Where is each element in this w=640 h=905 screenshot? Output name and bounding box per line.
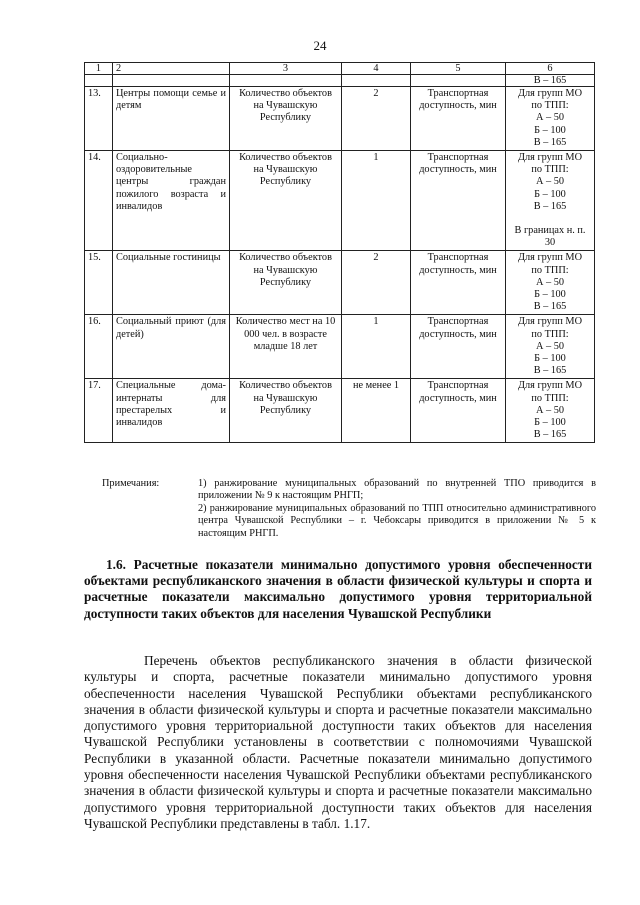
group-value-line: Б – 100 — [534, 353, 566, 365]
group-value-line: В – 165 — [533, 429, 567, 441]
indicator-value: 2 — [342, 87, 411, 151]
header-col-3: 3 — [230, 63, 342, 75]
group-values — [506, 251, 595, 315]
header-col-2: 2 — [113, 63, 230, 75]
group-value-line: А – 50 — [535, 112, 565, 124]
row-number: 15. — [85, 251, 113, 315]
table-notes — [102, 478, 596, 540]
header-col-5: 5 — [411, 63, 506, 75]
group-value-line: по ТПП: — [531, 264, 569, 276]
object-name: Социально-оздоровительные центры граждан пожилого возраста и инвалидов — [113, 151, 230, 251]
group-value-line: по ТПП: — [531, 164, 569, 176]
access-unit: Транспортная доступность, мин — [411, 315, 506, 379]
table-row — [85, 251, 595, 315]
access-unit: Транспортная доступность, мин — [411, 251, 506, 315]
table-row — [85, 379, 595, 443]
table-continuation-row — [85, 75, 595, 87]
group-value-line: Для групп МО — [517, 252, 583, 264]
indicator-value: 1 — [342, 315, 411, 379]
group-value-line: А – 50 — [535, 276, 565, 288]
group-value-line: В – 165 — [533, 365, 567, 377]
group-value-line: Б – 100 — [534, 188, 566, 200]
table-header-row — [85, 63, 595, 75]
row-number: 16. — [85, 315, 113, 379]
note-item-1: 1) ранжирование муниципальных образований по внутренней ТПО приводится в приложении № 9 к настоящим РНГП; — [198, 478, 596, 502]
group-value-line: Б – 100 — [534, 417, 566, 429]
access-unit: Транспортная доступность, мин — [411, 87, 506, 151]
group-value-line: В – 165 — [533, 136, 567, 148]
group-value-line: А – 50 — [535, 340, 565, 352]
header-col-6: 6 — [506, 63, 595, 75]
table-row — [85, 87, 595, 151]
continuation-cell — [411, 75, 506, 87]
continuation-cell — [113, 75, 230, 87]
table-row — [85, 315, 595, 379]
group-value-line: В – 165 — [533, 301, 567, 313]
objects-table — [84, 62, 595, 443]
group-value-line: Для групп МО — [517, 316, 583, 328]
group-value-line: Для групп МО — [517, 380, 583, 392]
group-value-line: Б – 100 — [534, 124, 566, 136]
group-values — [506, 379, 595, 443]
indicator: Количество мест на 10 000 чел. в возрасте младше 18 лет — [230, 315, 342, 379]
row-number: 14. — [85, 151, 113, 251]
access-unit: Транспортная доступность, мин — [411, 379, 506, 443]
group-value-line: В – 165 — [533, 200, 567, 212]
table-row — [85, 151, 595, 251]
page-number: 24 — [313, 38, 327, 53]
group-value-line: Б – 100 — [534, 289, 566, 301]
indicator: Количество объектов на Чувашскую Республику — [230, 379, 342, 443]
access-unit: Транспортная доступность, мин — [411, 151, 506, 251]
group-value-line: по ТПП: — [531, 100, 569, 112]
object-name: Специальные дома-интернаты для престарелых и инвалидов — [113, 379, 230, 443]
group-values — [506, 87, 595, 151]
group-value-line: Для групп МО — [517, 152, 583, 164]
continuation-cell: В – 165 — [506, 75, 595, 87]
row-number: 17. — [85, 379, 113, 443]
group-value-line: А – 50 — [535, 404, 565, 416]
indicator-value: 2 — [342, 251, 411, 315]
section-heading: 1.6. Расчетные показатели минимально допустимого уровня обеспеченности объектами республиканского значения в области физической культуры и спорта и расчетные показатели максимально допустимого уровня территориальной доступности таких объектов для населения Чувашской Республики — [84, 557, 592, 621]
indicator: Количество объектов на Чувашскую Республику — [230, 87, 342, 151]
continuation-cell — [342, 75, 411, 87]
object-name: Социальный приют (для детей) — [113, 315, 230, 379]
indicator-value: 1 — [342, 151, 411, 251]
header-col-1: 1 — [85, 63, 113, 75]
group-values — [506, 315, 595, 379]
section-paragraph: Перечень объектов республиканского значения в области физической культуры и спорта, расчетные показатели минимально допустимого уровня обеспеченности населения Чувашской Республики объектами республиканского значения в области физической культуры и спорта и расчетные показатели максимально допустимого уровня территориальной доступности таких объектов для населения Чувашской Республики установлены в соответствии с полномочиями Чувашской Республики в указанной области. Расчетные показатели минимально допустимого уровня обеспеченности населения Чувашской Республики объектами республиканского значения в области физической культуры и спорта и расчетные показатели максимально допустимого уровня территориальной доступности таких объектов для населения Чувашской Республики представлены в табл. 1.17. — [84, 653, 592, 831]
object-name: Социальные гостиницы — [113, 251, 230, 315]
group-value-line: Для групп МО — [517, 88, 583, 99]
group-values — [506, 151, 595, 251]
settlement-limit: В границах н. п. 30 — [514, 225, 586, 249]
header-col-4: 4 — [342, 63, 411, 75]
continuation-cell — [230, 75, 342, 87]
group-value-line: А – 50 — [535, 176, 565, 188]
group-value-line: по ТПП: — [531, 328, 569, 340]
indicator: Количество объектов на Чувашскую Республику — [230, 151, 342, 251]
note-item-2: 2) ранжирование муниципальных образований по ТПП относительно административного центра Чувашской Республики – г. Чебоксары приводится в приложении № 5 к настоящим РНГП. — [198, 502, 596, 539]
group-value-line: по ТПП: — [531, 392, 569, 404]
indicator: Количество объектов на Чувашскую Республику — [230, 251, 342, 315]
row-number: 13. — [85, 87, 113, 151]
indicator-value: не менее 1 — [342, 379, 411, 443]
continuation-cell — [85, 75, 113, 87]
notes-label: Примечания: — [102, 478, 160, 489]
object-name: Центры помощи семье и детям — [113, 87, 230, 151]
